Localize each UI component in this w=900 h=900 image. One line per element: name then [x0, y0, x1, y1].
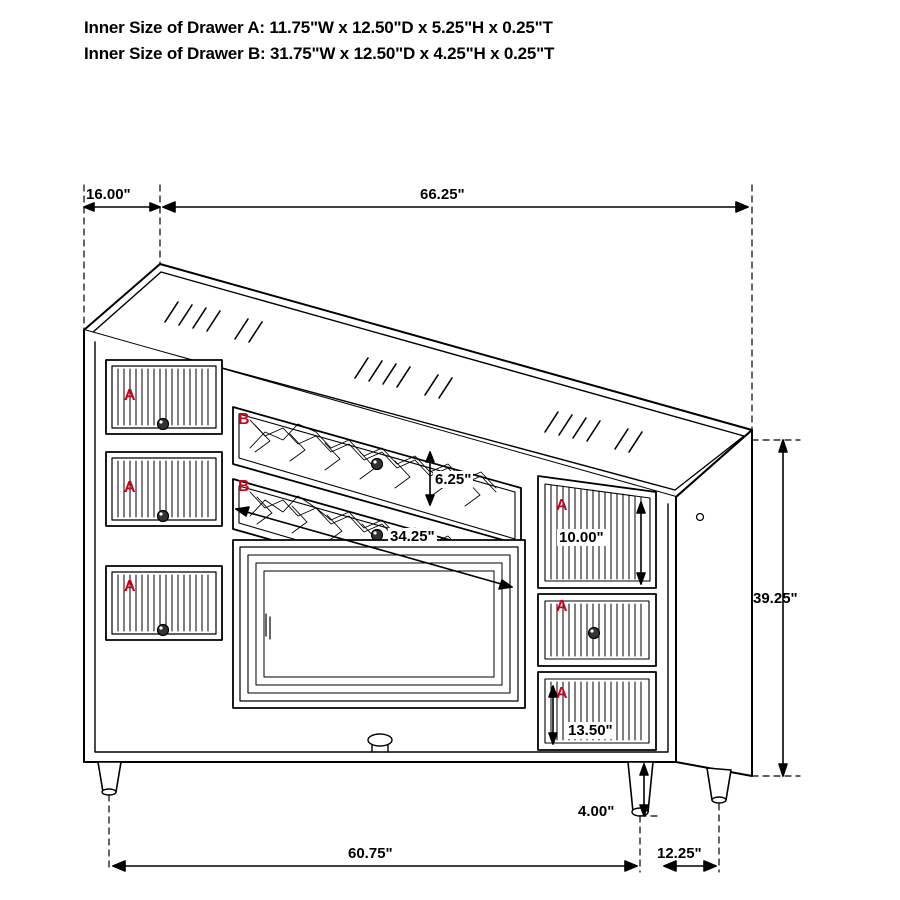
dimension-depth-top: 16.00" — [86, 186, 131, 203]
dimension-width-top: 66.25" — [420, 186, 465, 203]
dimension-drawer-bottom-right: 13.50" — [568, 722, 613, 739]
dimension-door-height-right: 10.00" — [559, 529, 604, 546]
dimension-foot-height: 4.00" — [578, 803, 615, 820]
drawer-label-center-upper: B — [238, 411, 250, 428]
drawer-b-inner-size-text: Inner Size of Drawer B: 31.75"W x 12.50"D x 4.25"H x 0.25"T — [84, 44, 555, 63]
drawer-label-right-bottom: A — [556, 685, 568, 702]
drawer-a-inner-size-text: Inner Size of Drawer A: 11.75"W x 12.50"D x 5.25"H x 0.25"T — [84, 18, 553, 37]
dimension-height-right: 39.25" — [753, 590, 798, 607]
dimension-drawer-b-height: 6.25" — [435, 471, 472, 488]
dimension-drawer-b-width: 34.25" — [390, 528, 435, 545]
drawer-label-right-top: A — [556, 497, 568, 514]
dimension-width-bottom: 60.75" — [348, 845, 393, 862]
dimension-depth-bottom: 12.25" — [657, 845, 702, 862]
drawer-label-left-middle: A — [124, 479, 136, 496]
drawer-label-right-middle: A — [556, 598, 568, 615]
drawer-label-left-bottom: A — [124, 578, 136, 595]
drawer-label-center-lower: B — [238, 478, 250, 495]
drawer-label-left-top: A — [124, 387, 136, 404]
